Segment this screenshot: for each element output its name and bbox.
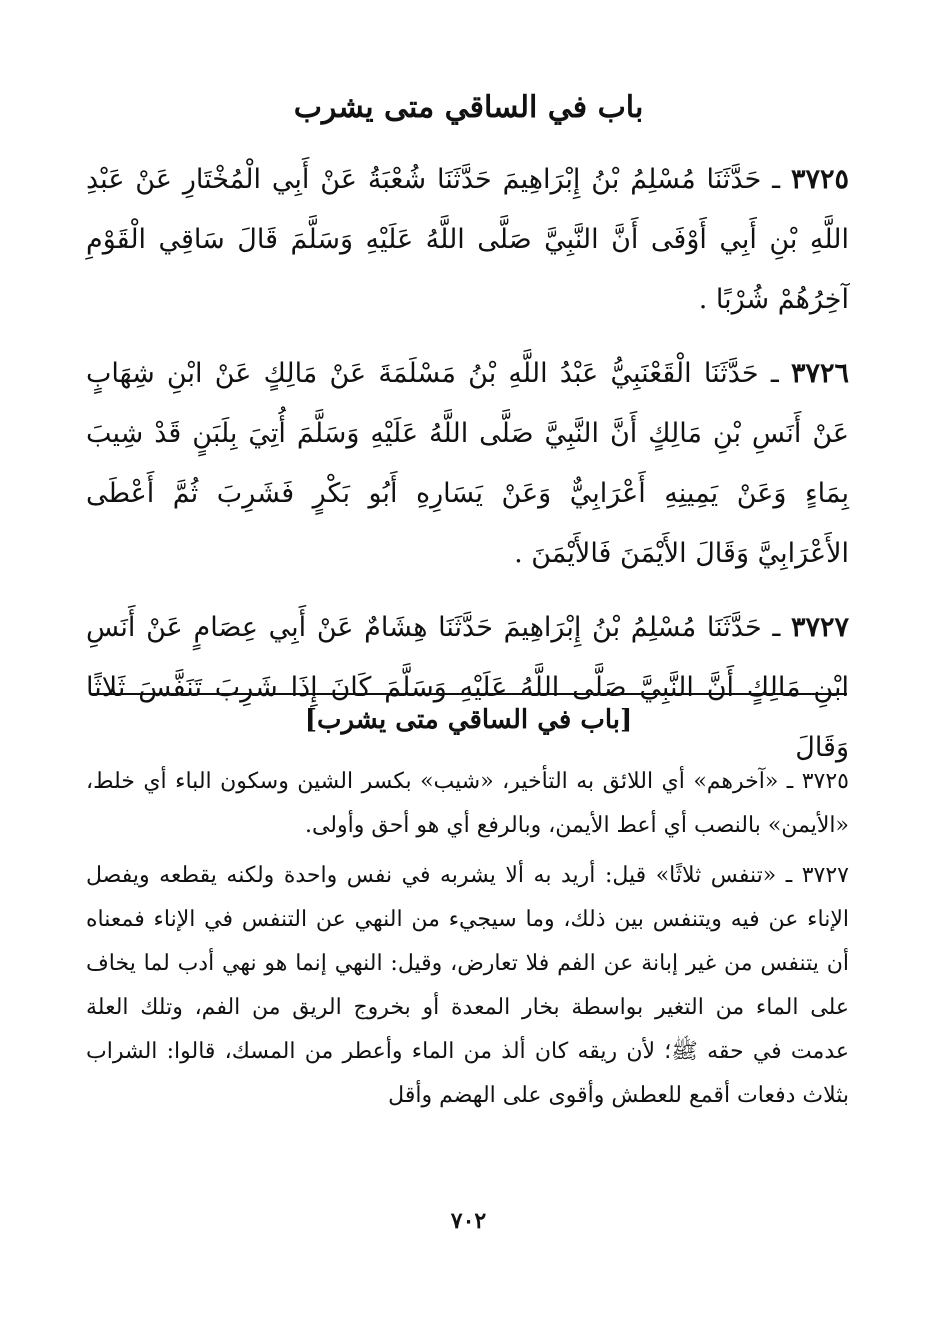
hadith-number: ٣٧٢٧	[790, 612, 849, 643]
commentary-note-3725	[86, 760, 849, 848]
commentary-number: ٣٧٢٧	[801, 863, 849, 888]
commentary-body: «آخرهم» أي اللائق به التأخير، «شيب» بكسر الشين وسكون الباء أي خلط، «الأيمن» بالنصب أي أعط الأيمن، وبالرفع أي هو أحق وأولى.	[86, 769, 849, 838]
commentary-block	[86, 760, 849, 1124]
commentary-dash: ـ	[776, 863, 793, 888]
hadith-dash: ـ	[761, 164, 781, 195]
hadith-number: ٣٧٢٦	[790, 358, 849, 389]
hadith-body: حَدَّثَنَا الْقَعْنَبِيُّ عَبْدُ اللَّهِ بْنُ مَسْلَمَةَ عَنْ مَالِكٍ عَنْ ابْنِ شِهَابٍ عَنْ أَنَسِ بْنِ مَالِكٍ أَنَّ النَّبِيَّ صَلَّى اللَّهُ عَلَيْهِ وَسَلَّمَ أُتِيَ بِلَبَنٍ قَدْ شِيبَ بِمَاءٍ وَعَنْ يَمِينِهِ أَعْرَابِيٌّ وَعَنْ يَسَارِهِ أَبُو بَكْرٍ فَشَرِبَ ثُمَّ أَعْطَى الأَعْرَابِيَّ وَقَالَ الأَيْمَنَ فَالأَيْمَنَ .	[86, 358, 849, 569]
commentary-title: [باب في الساقي متى يشرب]	[304, 705, 633, 735]
page-number: ٧٠٢	[450, 1208, 487, 1234]
commentary-dash: ـ	[778, 769, 794, 794]
hadith-body: حَدَّثَنَا مُسْلِمُ بْنُ إِبْرَاهِيمَ حَدَّثَنَا شُعْبَةُ عَنْ أَبِي الْمُخْتَارِ عَنْ عَبْدِ اللَّهِ بْنِ أَبِي أَوْفَى أَنَّ النَّبِيَّ صَلَّى اللَّهُ عَلَيْهِ وَسَلَّمَ قَالَ سَاقِي الْقَوْمِ آخِرُهُمْ شُرْبًا .	[86, 164, 849, 315]
hadith-3725	[86, 150, 849, 330]
chapter-title: باب في الساقي متى يشرب	[293, 90, 644, 125]
hadith-dash: ـ	[761, 612, 781, 643]
footnote-divider	[90, 693, 847, 695]
hadith-3727	[86, 598, 849, 778]
hadith-body: حَدَّثَنَا مُسْلِمُ بْنُ إِبْرَاهِيمَ حَدَّثَنَا هِشَامٌ عَنْ أَبِي عِصَامٍ عَنْ أَنَسِ ابْنِ مَالِكٍ أَنَّ النَّبِيَّ صَلَّى اللَّهُ عَلَيْهِ وَسَلَّمَ كَانَ إِذَا شَرِبَ تَنَفَّسَ ثَلاثًا وَقَالَ	[86, 612, 849, 763]
hadith-dash: ـ	[758, 358, 779, 389]
commentary-number: ٣٧٢٥	[801, 769, 849, 794]
hadith-number: ٣٧٢٥	[790, 164, 849, 195]
commentary-note-3727	[86, 854, 849, 1118]
hadith-3726	[86, 344, 849, 584]
commentary-body: «تنفس ثلاثًا» قيل: أريد به ألا يشربه في نفس واحدة ولكنه يقطعه ويفصل الإناء عن فيه ويتنفس بين ذلك، وما سيجيء من النهي عن التنفس في الإناء فمعناه أن يتنفس من غير إبانة عن الفم فلا تعارض، وقيل: النهي إنما هو نهي أدب لما يخاف على الماء من التغير بواسطة بخار المعدة أو بخروج الريق من الفم، وتلك العلة عدمت في حقه ﷺ؛ لأن ريقه كان ألذ من الماء وأعطر من المسك، قالوا: الشراب بثلاث دفعات أقمع للعطش وأقوى على الهضم وأقل	[86, 863, 849, 1108]
hadith-text-block	[86, 150, 849, 792]
